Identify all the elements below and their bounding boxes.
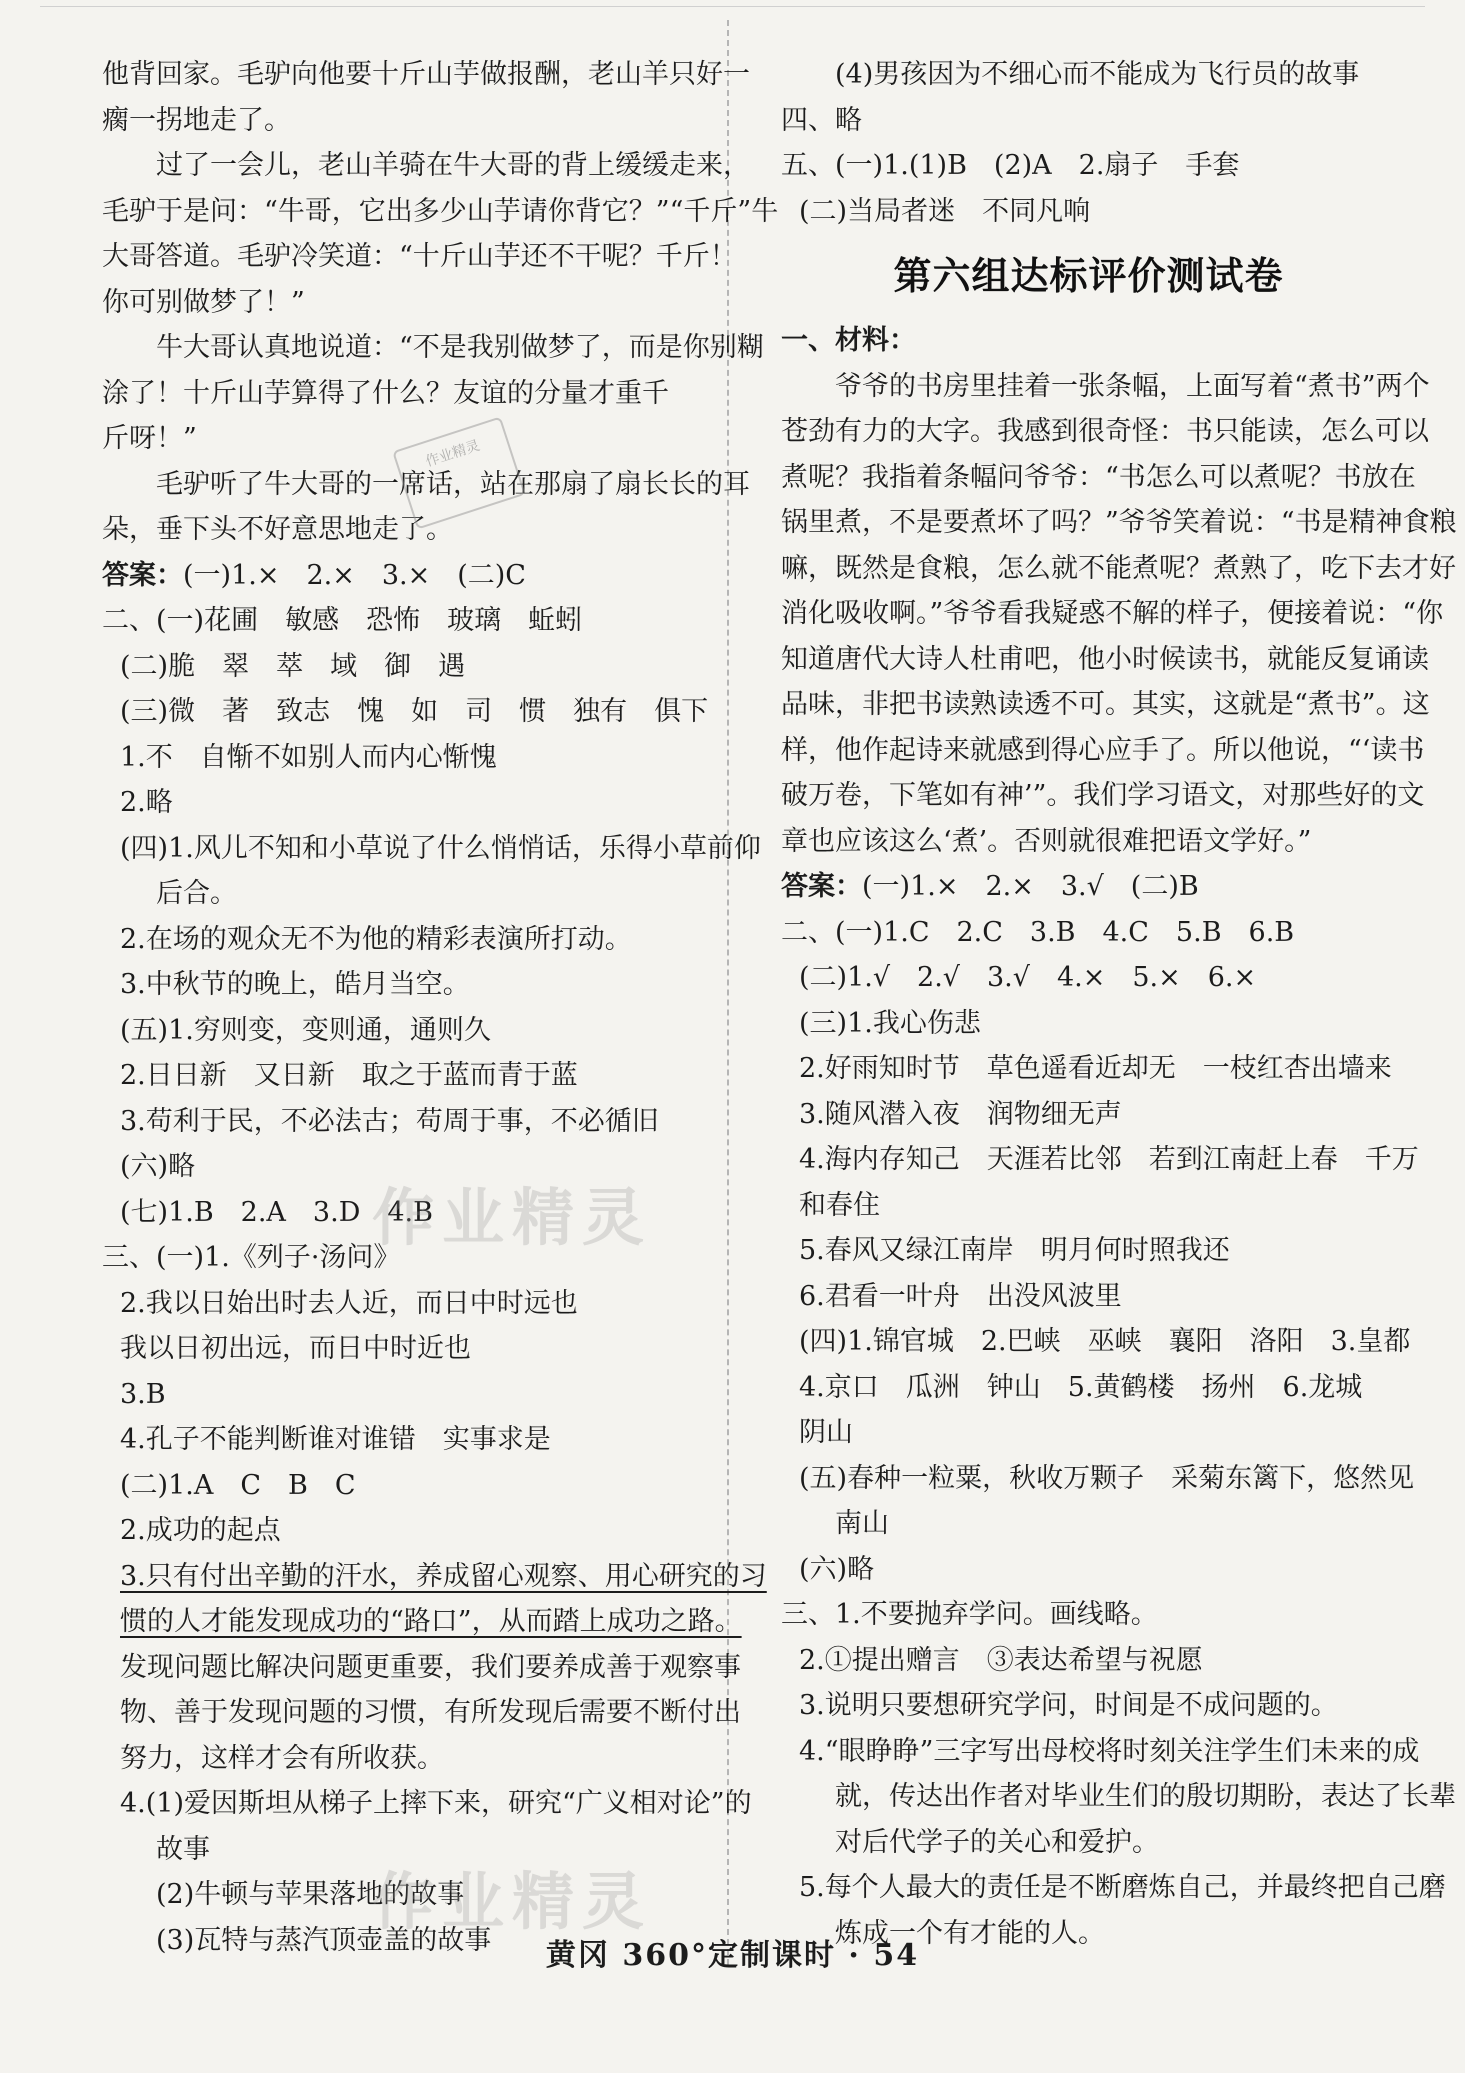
text-line: 3.随风潜入夜 润物细无声 <box>799 1098 1122 1130</box>
text-line: 嘛，既然是食粮，怎么就不能煮呢？煮熟了，吃下去才好 <box>781 552 1456 584</box>
text-line: 2.①提出赠言 ③表达希望与祝愿 <box>799 1644 1203 1676</box>
text-line: 你可别做梦了！” <box>102 286 305 318</box>
text-line: 5.每个人最大的责任是不断磨炼自己，并最终把自己磨 <box>799 1872 1446 1903</box>
right-column <box>781 52 1457 1956</box>
text-line: (六)略 <box>799 1553 875 1585</box>
text-line: 牛大哥认真地说道：“不是我别做梦了，而是你别糊 <box>156 332 764 363</box>
text-line: 2.我以日始出时去人近，而日中时远也 <box>120 1287 578 1319</box>
text-line: 样，他作起诗来就感到得心应手了。所以他说，“‘读书 <box>781 734 1425 766</box>
text-line: 瘸一拐地走了。 <box>102 104 291 136</box>
text-line: (4)男孩因为不细心而不能成为飞行员的故事 <box>835 59 1360 90</box>
text-line: 煮呢？我指着条幅问爷爷：“书怎么可以煮呢？书放在 <box>781 461 1416 493</box>
text-line: 惯的人才能发现成功的“路口”，从而踏上成功之路。 <box>120 1606 742 1637</box>
text-line: 2.略 <box>120 787 173 818</box>
text-line: 4.(1)爱因斯坦从梯子上摔下来，研究“广义相对论”的 <box>120 1788 752 1819</box>
text-line: 三、(一)1.《列子·汤问》 <box>102 1242 401 1273</box>
text-line: (五)春种一粒粟，秋收万颗子 采菊东篱下，悠然见 <box>799 1462 1415 1494</box>
text-line: 南山 <box>835 1508 889 1539</box>
text-line: (二)1.√ 2.√ 3.√ 4.× 5.× 6.× <box>799 962 1257 993</box>
text-line: 2.好雨知时节 草色遥看近却无 一枝红杏出墙来 <box>799 1053 1392 1084</box>
text-line: 他背回家。毛驴向他要十斤山芋做报酬，老山羊只好一 <box>102 59 750 90</box>
text-line: 一、材料： <box>781 325 916 356</box>
text-line: 6.君看一叶舟 出没风波里 <box>799 1280 1122 1312</box>
text-line: 毛驴于是问：“牛哥，它出多少山芋请你背它？”“千斤”牛 <box>102 195 779 227</box>
text-line: 对后代学子的关心和爱护。 <box>835 1826 1159 1858</box>
text-line: 知道唐代大诗人杜甫吧，他小时候读书，就能反复诵读 <box>781 643 1429 675</box>
text-line: 过了一会儿，老山羊骑在牛大哥的背上缓缓走来， <box>156 150 750 181</box>
text-line: 3.中秋节的晚上，皓月当空。 <box>120 969 470 1000</box>
text-line: 努力，这样才会有所收获。 <box>120 1742 444 1774</box>
text-line: (七)1.B 2.A 3.D 4.B <box>120 1196 433 1228</box>
text-line: (3)瓦特与蒸汽顶壶盖的故事 <box>156 1924 492 1956</box>
watermark-logo <box>372 1852 652 1941</box>
text-line: 毛驴听了牛大哥的一席话，站在那扇了扇长长的耳 <box>156 468 750 500</box>
text-line: 五、(一)1.(1)B (2)A 2.扇子 手套 <box>781 150 1240 181</box>
text-line: (二)脆 翠 萃 域 御 遇 <box>120 650 466 682</box>
text-line: (二)1.A C B C <box>120 1469 356 1501</box>
text-line: 3.B <box>120 1378 166 1410</box>
text-line: 3.说明只要想研究学问，时间是不成问题的。 <box>799 1690 1338 1721</box>
text-line: (2)牛顿与苹果落地的故事 <box>156 1879 465 1910</box>
watermark-text: 作业精灵 <box>372 1865 653 1938</box>
text-line: 物、善于发现问题的习惯，有所发现后需要不断付出 <box>120 1697 741 1728</box>
left-column <box>102 52 779 1963</box>
text-line: 二、(一)花圃 敏感 恐怖 玻璃 蚯蚓 <box>102 605 583 636</box>
text-line: (二)当局者迷 不同凡响 <box>799 195 1091 227</box>
text-line: 涂了！十斤山芋算得了什么？友谊的分量才重千 <box>102 377 669 409</box>
text-line: 章也应该这么‘煮’。否则就很难把语文学好。” <box>781 825 1312 857</box>
section-title: 第六组达标评价测试卷 <box>893 254 1284 298</box>
text-line: (六)略 <box>120 1151 196 1182</box>
text-line: 斤呀！” <box>102 423 197 454</box>
text-line: 4.“眼睁睁”三字写出母校将时刻关注学生们未来的成 <box>799 1735 1420 1767</box>
text-line: 后合。 <box>156 878 237 909</box>
text-line: 4.京口 瓜洲 钟山 5.黄鹤楼 扬州 6.龙城 <box>799 1371 1363 1403</box>
text-line: 破万卷，下笔如有神’”。我们学习语文，对那些好的文 <box>781 780 1425 811</box>
stamp-text: 作业精灵 <box>423 437 482 471</box>
text-line: 我以日初出远，而日中时近也 <box>120 1333 471 1364</box>
text-line: 四、略 <box>781 104 862 136</box>
text-line: 5.春风又绿江南岸 明月何时照我还 <box>799 1235 1230 1266</box>
text-line: (三)微 著 致志 愧 如 司 惯 独有 俱下 <box>120 696 709 727</box>
text-line: 品味，非把书读熟读透不可。其实，这就是“煮书”。这 <box>781 689 1430 720</box>
watermark-text: 作业精灵 <box>372 1181 653 1254</box>
text-line: 4.孔子不能判断谁对谁错 实事求是 <box>120 1424 551 1455</box>
text-line: 4.海内存知己 天涯若比邻 若到江南赶上春 千万 <box>799 1144 1419 1175</box>
text-line: 锅里煮，不是要煮坏了吗？”爷爷笑着说：“书是精神食粮 <box>781 507 1457 538</box>
text-line: 朵，垂下头不好意思地走了。 <box>102 514 453 545</box>
page-footer: 黄冈 360°定制课时 · 54 <box>545 1938 920 1973</box>
text-line: 2.日日新 又日新 取之于蓝而青于蓝 <box>120 1060 578 1091</box>
text-line: 消化吸收啊。”爷爷看我疑惑不解的样子，便接着说：“你 <box>781 598 1444 629</box>
text-line: 3.只有付出辛勤的汗水，养成留心观察、用心研究的习 <box>120 1560 767 1592</box>
top-edge-line <box>40 6 1425 7</box>
watermark-logo <box>372 1168 652 1257</box>
text-line: 三、1.不要抛弃学问。画线略。 <box>781 1599 1158 1630</box>
text-line: (五)1.穷则变，变则通，通则久 <box>120 1014 491 1046</box>
text-line: 和春住 <box>799 1189 880 1221</box>
right-column-bottom <box>781 318 1457 1956</box>
text-line: (四)1.锦官城 2.巴峡 巫峡 襄阳 洛阳 3.皇都 <box>799 1326 1411 1357</box>
text-line: 发现问题比解决问题更重要，我们要养成善于观察事 <box>120 1651 741 1683</box>
text-line: 大哥答道。毛驴冷笑道：“十斤山芋还不干呢？千斤！ <box>102 241 737 272</box>
text-line: 就，传达出作者对毕业生们的殷切期盼，表达了长辈 <box>835 1781 1456 1812</box>
text-line: 1.不 自惭不如别人而内心惭愧 <box>120 741 497 773</box>
text-line: 阴山 <box>799 1417 853 1448</box>
right-column-top <box>781 52 1396 234</box>
text-line: 苍劲有力的大字。我感到很奇怪：书只能读，怎么可以 <box>781 416 1429 447</box>
text-line: (四)1.风儿不知和小草说了什么悄悄话，乐得小草前仰 <box>120 832 761 864</box>
text-line: 2.在场的观众无不为他的精彩表演所打动。 <box>120 923 632 955</box>
text-line: 爷爷的书房里挂着一张条幅，上面写着“煮书”两个 <box>835 370 1430 402</box>
text-line: 炼成一个有才能的人。 <box>835 1917 1105 1949</box>
text-line: (三)1.我心伤悲 <box>799 1007 981 1039</box>
text-line: 答案：(一)1.× 2.× 3.× (二)C <box>102 559 526 591</box>
text-line: 故事 <box>156 1833 210 1865</box>
text-line: 二、(一)1.C 2.C 3.B 4.C 5.B 6.B <box>781 916 1295 948</box>
text-line: 答案：(一)1.× 2.× 3.√ (二)B <box>781 871 1199 902</box>
text-line: 2.成功的起点 <box>120 1515 281 1546</box>
text-line: 3.苟利于民，不必法古；苟周于事，不必循旧 <box>120 1105 659 1137</box>
